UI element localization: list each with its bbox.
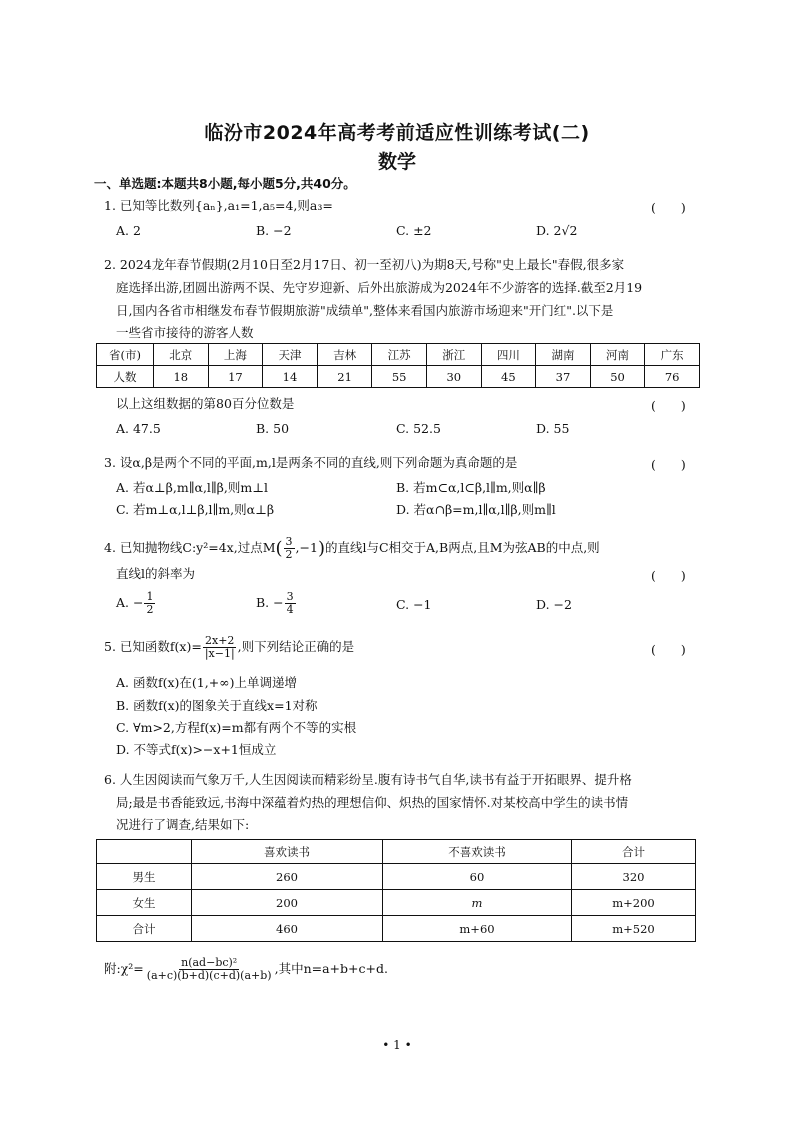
formula-den: (a+c)(b+d)(c+d)(a+b) (146, 969, 272, 982)
q2-line-3: 日,国内各省市相继发布春节假期旅游"成绩单",整体来看国内旅游市场迎来"开门红".以下是 (116, 303, 614, 318)
reading-table-cell: m+520 (572, 916, 696, 942)
visitor-table-value-row (97, 366, 700, 388)
q5-answer-paren: ( ) (651, 642, 686, 657)
reading-table-header-row (97, 840, 696, 864)
q1-stem: 1. 已知等比数列{aₙ},a₁=1,a₅=4,则a₃= (104, 198, 333, 213)
visitor-table-cell: 四川 (481, 344, 536, 366)
visitor-table (96, 343, 700, 388)
q2-option-c: C. 52.5 (396, 421, 441, 436)
formula-num: n(ad−bc)² (181, 956, 238, 969)
q2-option-d: D. 55 (536, 421, 570, 436)
q4-option-b-num: 3 (286, 590, 294, 603)
visitor-table-cell: 45 (481, 366, 536, 388)
q2-line-1: 2. 2024龙年春节假期(2月10日至2月17日、初一至初八)为期8天,号称"史上最长"春假,很多家 (104, 257, 625, 272)
q4-close-paren: ) (317, 538, 325, 559)
reading-table-cell: m (383, 890, 572, 916)
visitor-table-cell: 江苏 (372, 344, 427, 366)
q3-option-d: D. 若α∩β=m,l∥α,l∥β,则m∥l (396, 502, 556, 517)
q4-option-d-label: D. (536, 597, 550, 612)
q5-frac-num: 2x+2 (205, 634, 235, 647)
q6-line-3: 况进行了调查,结果如下: (116, 817, 250, 832)
q2-answer-paren: ( ) (651, 398, 686, 413)
exam-title: 临汾市2024年高考考前适应性训练考试(二) (204, 122, 590, 144)
q4-answer-paren: ( ) (651, 568, 686, 583)
reading-table-cell: 60 (383, 864, 572, 890)
q3-stem: 3. 设α,β是两个不同的平面,m,l是两条不同的直线,则下列命题为真命题的是 (104, 455, 518, 470)
q4-option-b (256, 591, 297, 616)
visitor-table-cell: 30 (426, 366, 481, 388)
q4-option-a-num: 1 (146, 590, 154, 603)
q6-line-1: 6. 人生因阅读而气象万千,人生因阅读而精彩纷呈.腹有诗书气自华,读书有益于开拓眼界、提升格 (104, 772, 632, 787)
reading-survey-table (96, 839, 696, 942)
section-heading: 一、单选题:本题共8小题,每小题5分,共40分。 (94, 176, 356, 191)
reading-table-row (97, 890, 696, 916)
visitor-table-cell: 50 (590, 366, 645, 388)
visitor-table-cell: 55 (372, 366, 427, 388)
q4-stem-start: 4. 已知抛物线C:y²=4x,过点M (104, 540, 276, 555)
reading-table-cell: 合计 (572, 840, 696, 864)
visitor-table-cell: 天津 (263, 344, 318, 366)
reading-table-cell: 320 (572, 864, 696, 890)
q4-option-a (116, 591, 156, 616)
q4-option-c-label: C. (396, 597, 410, 612)
q2-question: 以上这组数据的第80百分位数是 (116, 396, 295, 411)
reading-table-row (97, 916, 696, 942)
formula-suffix: ,其中n=a+b+c+d. (274, 961, 388, 976)
subject-title: 数学 (377, 151, 416, 173)
visitor-table-cell: 17 (208, 366, 263, 388)
q4-option-c-text: −1 (413, 597, 432, 612)
visitor-table-cell: 广东 (645, 344, 700, 366)
q5-stem-start: 5. 已知函数f(x)= (104, 639, 202, 654)
q4-option-d (536, 597, 572, 612)
q5-fraction (203, 635, 237, 660)
visitor-table-cell: 河南 (590, 344, 645, 366)
reading-table-cell: 男生 (97, 864, 192, 890)
q4-option-a-fraction (144, 591, 155, 616)
q4-option-d-text: −2 (553, 597, 572, 612)
q4-option-b-sign: − (273, 595, 284, 610)
visitor-table-cell: 14 (263, 366, 318, 388)
q6-line-2: 局;最是书香能致远,书海中深蕴着灼热的理想信仰、炽热的国家情怀.对某校高中学生的读书情 (116, 795, 629, 810)
q4-option-a-sign: − (133, 595, 144, 610)
q4-option-a-den: 2 (146, 603, 154, 616)
q3-option-c: C. 若m⊥α,l⊥β,l∥m,则α⊥β (116, 502, 275, 517)
q2-option-b: B. 50 (256, 421, 290, 436)
reading-table-cell: m+200 (572, 890, 696, 916)
chi-square-formula (104, 955, 388, 983)
reading-table-row (97, 864, 696, 890)
visitor-table-cell: 人数 (97, 366, 154, 388)
q4-point-den: 2 (285, 548, 293, 561)
q5-option-a: A. 函数f(x)在(1,+∞)上单调递增 (116, 675, 297, 690)
formula-fraction (145, 957, 274, 982)
visitor-table-cell: 北京 (154, 344, 209, 366)
visitor-table-cell: 湖南 (536, 344, 591, 366)
q5-stem (104, 634, 354, 660)
visitor-table-cell: 省(市) (97, 344, 154, 366)
formula-prefix: 附:χ²= (104, 961, 144, 976)
q1-option-c: C. ±2 (396, 223, 432, 238)
q4-point-num: 3 (285, 535, 293, 548)
q4-point-fraction (284, 536, 295, 561)
q3-answer-paren: ( ) (651, 457, 686, 472)
visitor-table-cell: 37 (536, 366, 591, 388)
q3-option-b: B. 若m⊂α,l⊂β,l∥m,则α∥β (396, 480, 546, 495)
reading-table-cell: 260 (192, 864, 383, 890)
q4-line-2: 直线l的斜率为 (116, 566, 195, 581)
q4-option-b-label: B. (256, 595, 270, 610)
reading-table-cell: 喜欢读书 (192, 840, 383, 864)
q4-option-c (396, 597, 432, 612)
page-number: • 1 • (382, 1038, 412, 1052)
q1-answer-paren: ( ) (651, 200, 686, 215)
visitor-table-header-row (97, 344, 700, 366)
q2-option-a: A. 47.5 (116, 421, 161, 436)
q5-frac-den: |x−1| (204, 647, 235, 660)
reading-table-cell: 女生 (97, 890, 192, 916)
q1-option-a: A. 2 (116, 223, 141, 238)
visitor-table-cell: 吉林 (317, 344, 372, 366)
q1-option-b: B. −2 (256, 223, 292, 238)
visitor-table-cell: 76 (645, 366, 700, 388)
q1-option-d: D. 2√2 (536, 223, 578, 238)
q2-line-4: 一些省市接待的游客人数 (116, 325, 254, 340)
reading-table-cell: 200 (192, 890, 383, 916)
visitor-table-cell: 21 (317, 366, 372, 388)
q4-stem-end: 的直线l与C相交于A,B两点,且M为弦AB的中点,则 (324, 540, 600, 555)
q3-option-a: A. 若α⊥β,m∥α,l∥β,则m⊥l (116, 480, 268, 495)
visitor-table-cell: 上海 (208, 344, 263, 366)
q4-option-b-fraction (285, 591, 296, 616)
q5-option-b: B. 函数f(x)的图象关于直线x=1对称 (116, 698, 318, 713)
reading-table-cell: 合计 (97, 916, 192, 942)
q4-stem: 4. 已知抛物线C:y²=4x,过点M( $\frac{3}{2}$ ,−1)的直线l与C相交于A,B两点,且M为弦AB的中点,则 (104, 535, 600, 561)
reading-table-cell: 460 (192, 916, 383, 942)
q4-option-a-label: A. (116, 595, 130, 610)
reading-table-cell: 不喜欢读书 (383, 840, 572, 864)
q5-option-c: C. ∀m>2,方程f(x)=m都有两个不等的实根 (116, 720, 357, 735)
q4-open-paren: ( (275, 538, 283, 559)
visitor-table-cell: 浙江 (426, 344, 481, 366)
q5-stem-end: ,则下列结论正确的是 (237, 639, 355, 654)
q5-option-d: D. 不等式f(x)>−x+1恒成立 (116, 742, 277, 757)
q2-line-2: 庭选择出游,团圆出游两不误、先守岁迎新、后外出旅游成为2024年不少游客的选择.截至2月19 (116, 280, 643, 295)
q4-option-b-den: 4 (286, 603, 294, 616)
reading-table-cell (97, 840, 192, 864)
reading-table-cell: m+60 (383, 916, 572, 942)
visitor-table-cell: 18 (154, 366, 209, 388)
